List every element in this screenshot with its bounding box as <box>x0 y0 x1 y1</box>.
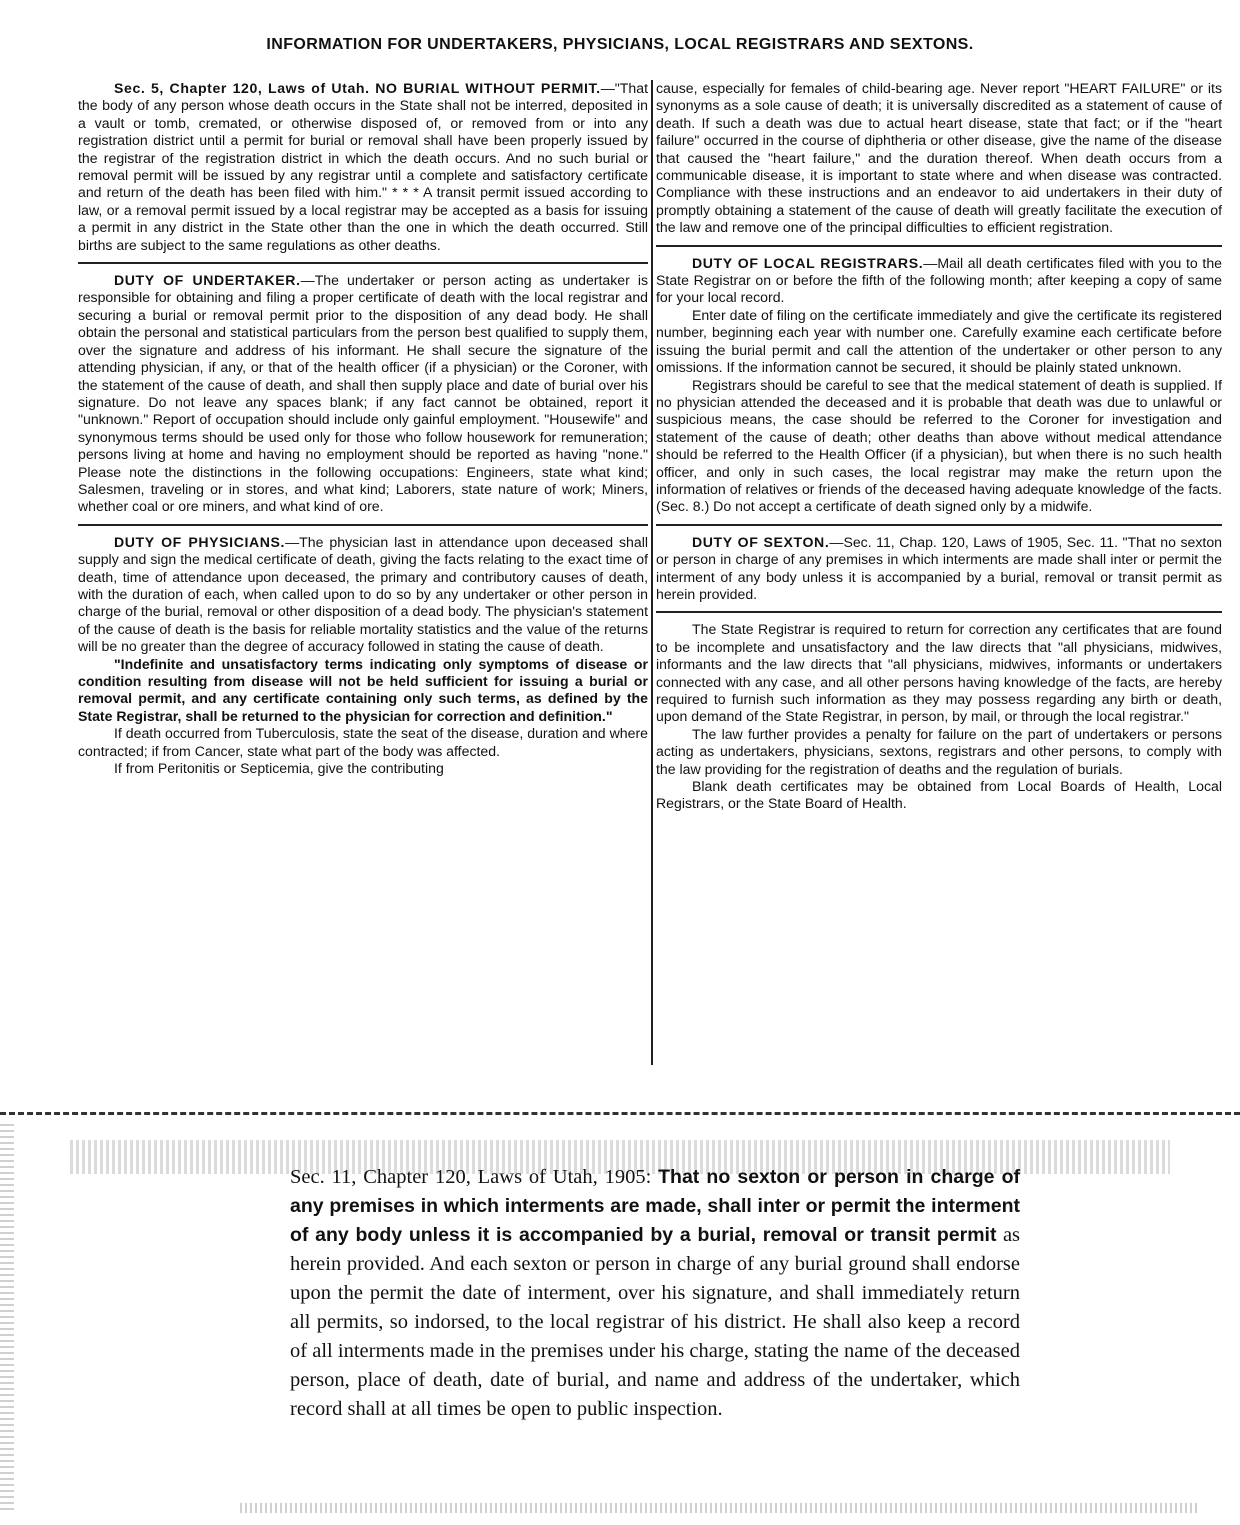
physicians-body: —The physician last in attendance upon deceased shall supply and sign the medical certificate of death, giving the facts relating to the exact time of death, time of attendance upon deceased, the primary and contributory causes of death, with the duration of each, when called upon to do so by any undertaker or other person in charge of the burial, removal or other disposition of a dead body. The physician's statement of the cause of death is the basis for reliable mortality statistics and the value of the returns will be no greater than the degree of accuracy followed in stating the cause of death. <box>78 533 648 655</box>
local-registrars-section <box>656 245 1222 524</box>
undertaker-heading: DUTY OF UNDERTAKER. <box>114 272 301 289</box>
right-column <box>656 78 1222 821</box>
burial-permit-section <box>78 78 648 262</box>
undertaker-section <box>78 262 648 524</box>
local-registrars-p3: Registrars should be careful to see that the medical statement of death is supplied. If no physician attended the deceased and it is probable that death was due to unlawful or suspicious means, the case should be referred to the Coroner for investigation and statement of the cause of death; other deaths than above without medical attendance should be referred to the Health Officer (if a physician), but when there is no such health officer, and only in such cases, the local registrar may make the return upon the information of relatives or friends of the deceased having adequate knowledge of the facts. (Sec. 8.) Do not accept a certificate of death signed only by a midwife. <box>656 376 1222 515</box>
burial-permit-body: —"That the body of any person whose death occurs in the State shall not be interred, deposited in a vault or tomb, cremated, or otherwise disposed of, or removed from or into any registration district until a permit for burial or removal shall have been properly issued by the registrar of the registration district in which the death occurs. And no such burial or removal permit will be issued by any registrar until a complete and satisfactory certificate and return of the death has been filed with him." * * * A transit permit issued according to law, or a removal permit issued by a local registrar may be accepted as a basis for issuing a permit in any district in the State other than the one in which the death occurred. Still births are subject to the same regulations as other deaths. <box>78 80 648 253</box>
footer-bleed-through <box>240 1503 1200 1513</box>
state-registrar-p1: The State Registrar is required to return for correction any certificates that are found to be incomplete and unsatisfactory and the law directs that "all physicians, midwives, informants and the law directs that "all physicians, midwives, informants or undertakers connected with any case, and all other persons having knowledge of the facts, are hereby required to furnish such information as they may possess regarding any birth or death, upon demand of the State Registrar, in person, by mail, or through the local registrar." <box>656 621 1222 725</box>
local-registrars-p1: —Mail all death certificates filed with you to the State Registrar on or before the fifth of the following month; after keeping a copy of same for your local record. <box>656 254 1223 306</box>
undertaker-body: —The undertaker or person acting as undertaker is responsible for obtaining and filing a proper certificate of death with the local registrar and securing a burial or removal permit prior to the disposition of any dead body. He shall obtain the personal and statistical particulars from the person best qualified to supply them, over the signature and address of his informant. He shall secure the signature of the attending physician, if any, or that of the health officer (if a physician) or the Coroner, with the statement of the cause of death, and shall then supply place and date of burial over his signature. Do not leave any spaces blank; if any fact cannot be obtained, report it "unknown." Report of occupation should include only gainful employment. "Housewife" and synonymous terms should be used only for those who follow housework for remuneration; persons living at home and having no employment should be reported as having "none." Please note the distinctions in the following occupations: Engineers, state what kind; Salesmen, traveling or in stores, and what kind; Laborers, state nature of work; Miners, whether coal or ore miners, and what kind of ore. <box>78 272 648 515</box>
physicians-heading: DUTY OF PHYSICIANS. <box>114 533 286 550</box>
tuberculosis-paragraph: If death occurred from Tuberculosis, state the seat of the disease, duration and where contracted; if from Cancer, state what part of the body was affected. <box>78 725 648 759</box>
state-registrar-section <box>656 611 1222 820</box>
state-registrar-p3: Blank death certificates may be obtained from Local Boards of Health, Local Registrars, or the State Board of Health. <box>656 778 1222 812</box>
sexton-section <box>656 524 1222 612</box>
heart-failure-section <box>656 78 1222 245</box>
peritonitis-paragraph: If from Peritonitis or Septicemia, give the contributing <box>114 760 444 777</box>
sexton-body: —Sec. 11, Chap. 120, Laws of 1905, Sec. 11. "That no sexton or person in charge of any premises in which interments are made shall inter or permit the interment of any body unless it is accompanied by a burial, removal or transit permit as herein provided. <box>656 533 1222 602</box>
stub-rest-text: as herein provided. And each sexton or person in charge of any burial ground shall endorse upon the permit the date of interment, over his signature, and shall immediately return all permits, so indorsed, to the local registrar of his district. He shall also keep a record of all interments made in the premises under his charge, stating the name of the deceased person, place of death, date of burial, and name and address of the undertaker, which record shall at all times be open to public inspection. <box>290 1224 1021 1420</box>
physicians-section <box>78 524 648 786</box>
heart-failure-paragraph: cause, especially for females of child-bearing age. Never report "HEART FAILURE" or its synonyms as a sole cause of death; it is universally discredited as a statement of cause of death. If such a death was due to actual heart disease, state that fact; or if the "heart failure" occurred in the course of diphtheria or other disease, give the name of the disease that caused the "heart failure," and the duration thereof. When death occurs from a communicable disease, it is important to state where and when disease was contracted. Compliance with these instructions and an endeavor to aid undertakers in their duty of promptly obtaining a statement of the cause of death will greatly facilitate the execution of the law and remove one of the principal difficulties to efficient registration. <box>656 80 1222 236</box>
local-registrars-p2: Enter date of filing on the certificate immediately and give the certificate its registered number, beginning each year with number one. Carefully examine each certificate before issuing the burial permit and call the attention of the undertaker or other person to any omissions. If the information cannot be secured, it should be plainly stated unknown. <box>656 306 1222 376</box>
sexton-law-stub <box>290 1163 1020 1424</box>
page-title: INFORMATION FOR UNDERTAKERS, PHYSICIANS, LOCAL REGISTRARS AND SEXTONS. <box>266 36 974 53</box>
column-divider <box>651 80 653 1065</box>
stub-bold-text: That no sexton or person in charge of any premises in which interments are made, shall inter or permit the interment of any body unless it is accompanied by a burial, removal or transit permit <box>290 1166 1020 1246</box>
stub-lead: Sec. 11, Chapter 120, Laws of Utah, 1905: <box>290 1166 652 1188</box>
left-column <box>78 78 648 785</box>
sexton-heading: DUTY OF SEXTON. <box>692 533 830 550</box>
indefinite-terms-quote: "Indefinite and unsatisfactory terms indicating only symptoms of disease or condition resulting from disease will not be held sufficient for issuing a burial or removal permit, and any certificate containing only such terms, as defined by the State Registrar, shall be returned to the physician for correction and definition." <box>78 655 648 724</box>
perforation-line <box>0 1112 1240 1115</box>
burial-permit-heading: Sec. 5, Chapter 120, Laws of Utah. NO BURIAL WITHOUT PERMIT. <box>114 80 601 96</box>
state-registrar-p2: The law further provides a penalty for failure on the part of undertakers or persons acting as undertakers, physicians, sextons, registrars and other persons, to comply with the law providing for the registration of deaths and the regulation of burials. <box>656 725 1222 777</box>
page-edge-smudge <box>0 1120 14 1510</box>
local-registrars-heading: DUTY OF LOCAL REGISTRARS. <box>692 254 924 271</box>
